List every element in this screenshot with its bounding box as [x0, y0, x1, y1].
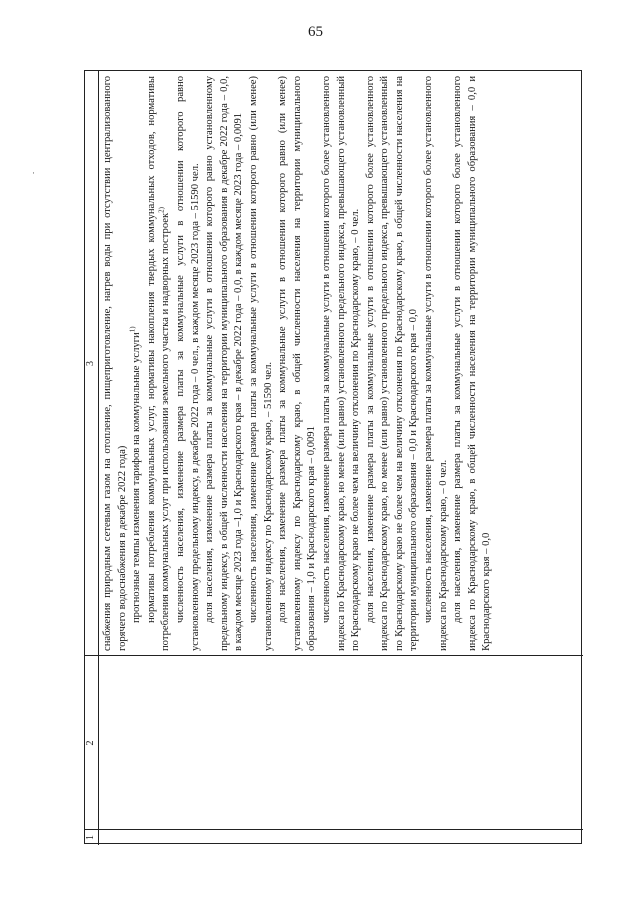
footnote-mark: 2) — [157, 207, 166, 213]
table-paragraph — [174, 76, 203, 651]
table-paragraph — [422, 76, 451, 651]
table-paragraph — [247, 76, 276, 651]
table-paragraph — [451, 76, 495, 651]
column-3-content — [101, 76, 495, 651]
column-header-2: 2 — [85, 740, 96, 746]
paragraph-text: доля населения, изменение размера платы за коммунальные услуги в отношении которого равно установленному предельному индексу, в общей численности населения на территории муниципального образования в декабре 2022 года – 0,0, в каждом месяце 2023 года –1,0 и Краснодарского края – в декабре 2022 года – 0,0, в каждом месяце 2023 года – 0,0091 — [204, 76, 245, 651]
column-header-1: 1 — [85, 835, 96, 840]
rotated-table — [84, 70, 582, 844]
table-paragraph — [203, 76, 247, 651]
table-paragraph — [364, 76, 422, 651]
paragraph-text: снабжения природным сетевым газом на отопление, пищеприготовление, нагрев воды при отсутствии централизованного горячего водоснабжения в декабре 2022 года) — [102, 76, 128, 651]
header-row — [85, 71, 99, 845]
footnote-mark: 1) — [128, 326, 137, 333]
paragraph-text: нормативы потребления коммунальных услуг, нормативы накопления твердых коммунальных отходов, нормативы потребления коммунальных услуг при использовании земельного участка и надворных построек — [145, 76, 172, 651]
paragraph-text: численность населения, изменение размера платы за коммунальные услуги в отношении которого равно (или менее) установленному индексу по Краснодарскому краю, – 51590 чел. — [247, 76, 274, 651]
column-header-3: 3 — [85, 361, 96, 366]
column-divider-1 — [85, 829, 583, 830]
column-divider-2 — [85, 655, 583, 656]
paragraph-text: численность населения, изменение размера платы за коммунальные услуги в отношении которого более установленного индекса по Краснодарскому краю, – 0 чел. — [423, 76, 449, 651]
table-paragraph — [276, 76, 320, 651]
table-paragraph — [101, 76, 130, 651]
paragraph-text: численность населения, изменение размера платы за коммунальные услуги в отношении которого более установленного индекса по Краснодарскому краю, но менее (или равно) установленного предельного индекса, превышающего установленный по Краснодарскому краю не более чем на величину отклонения по Краснодарскому краю, – 0 чел. — [320, 76, 362, 651]
paragraph-text: прогнозные темпы изменения тарифов на коммунальные услуги — [131, 332, 143, 623]
table-paragraph — [320, 76, 364, 651]
paragraph-text: доля населения, изменение размера платы за коммунальные услуги в отношении которого равно (или менее) установленному индексу по Краснодарскому краю, в общей численности населения на территории муниципального образования – 1,0 и Краснодарского края – 0,0091 — [277, 76, 318, 651]
table-paragraph — [130, 76, 145, 651]
table-paragraph — [145, 76, 174, 651]
stray-mark: · — [32, 168, 35, 178]
paragraph-text: численность населения, изменение размера платы за коммунальные услуги в отношении которого равно установленному предельному индексу, в декабре 2022 года – 0 чел., в каждом месяце 2023 года – 51590 чел. — [174, 76, 201, 651]
page-number: 65 — [308, 24, 323, 40]
paragraph-text: доля населения, изменение размера платы за коммунальные услуги в отношении которого более установленного индекса по Краснодарскому краю, но менее (или равно) установленного предельного индекса, превышающего установленный по Краснодарскому краю не более чем на величину отклонения по Краснодарскому краю, в общей численности населения на территории муниципального образования – 0,0 и Краснодарского края – 0,0 — [364, 76, 420, 651]
paragraph-text: доля населения, изменение размера платы за коммунальные услуги в отношении которого более установленного индекса по Краснодарскому краю, в общей численности населения на территории муниципального образования – 0,0 и Краснодарского края – 0,0 — [452, 76, 493, 651]
table-body — [85, 71, 583, 845]
